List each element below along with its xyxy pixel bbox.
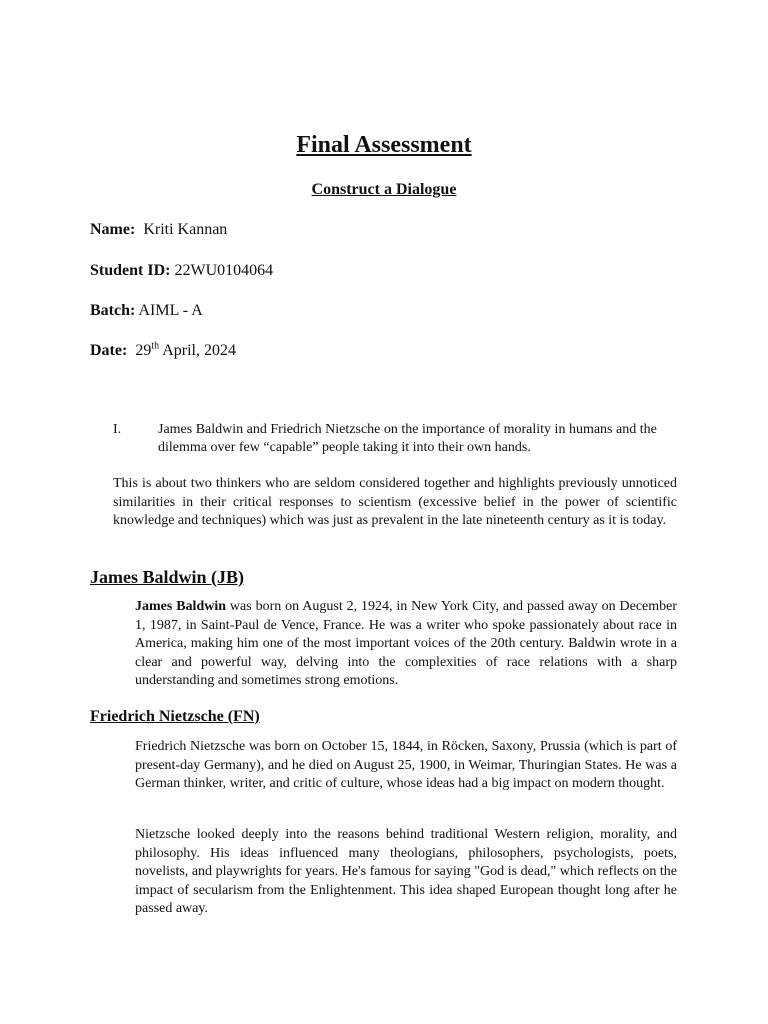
- date-label: Date:: [90, 342, 128, 359]
- student-id-value: 22WU0104064: [174, 262, 274, 279]
- date-suffix: th: [151, 340, 160, 352]
- date-day: 29: [135, 342, 152, 359]
- student-id-label: Student ID:: [90, 262, 171, 279]
- james-baldwin-bio: [135, 598, 677, 691]
- james-baldwin-bio-text: was born on August 2, 1924, in New York City, and passed away on December 1, 1987, in Saint-Paul de Vence, France. He was a writer who spoke passionately about race in America, making him one of the most important voices of the 20th century. Baldwin wrote in a clear and powerful way, delving into the complexities of race relations with a sharp understanding and sometimes strong emotions.: [135, 599, 678, 689]
- date-field: [90, 341, 236, 361]
- document-title: Final Assessment: [296, 132, 472, 158]
- batch-field: [90, 301, 203, 321]
- name-label: Name:: [90, 221, 136, 238]
- nietzsche-bio-paragraph-1: Friedrich Nietzsche was born on October 15, 1844, in Röcken, Saxony, Prussia (which is part of present-day Germany), and he died on August 25, 1900, in Weimar, Thuringian States. He was a German thinker, writer, and critic of culture, whose ideas had a big impact on modern thought.: [135, 739, 677, 792]
- section-heading-james-baldwin: James Baldwin (JB): [90, 567, 245, 587]
- intro-paragraph: This is about two thinkers who are seldom considered together and highlights previously unnoticed similarities in their critical responses to scientism (excessive belief in the power of scientific knowledge and techniques) which was just as prevalent in the late nineteenth century as it is today.: [113, 476, 677, 529]
- name-value: Kriti Kannan: [143, 221, 228, 238]
- student-id-field: [90, 261, 273, 281]
- batch-value: AIML - A: [138, 302, 203, 319]
- section-heading-nietzsche: Friedrich Nietzsche (FN): [90, 708, 260, 725]
- document-subtitle: Construct a Dialogue: [311, 181, 457, 198]
- james-baldwin-name: James Baldwin: [135, 599, 227, 614]
- list-item-number: I.: [113, 422, 122, 437]
- list-item-text: James Baldwin and Friedrich Nietzsche on the importance of morality in humans and the dilemma over few “capable” people taking it into their own hands.: [158, 422, 657, 455]
- batch-label: Batch:: [90, 302, 136, 319]
- date-rest: April, 2024: [162, 342, 236, 359]
- name-field: [90, 220, 227, 240]
- nietzsche-bio-paragraph-2: Nietzsche looked deeply into the reasons behind traditional Western religion, morality, and philosophy. His ideas influenced many theologians, philosophers, psychologists, poets, novelists, and playwrights for years. He's famous for saying "God is dead," which reflects on the impact of secularism from the Enlightenment. This idea shaped European thought long after he passed away.: [135, 827, 677, 917]
